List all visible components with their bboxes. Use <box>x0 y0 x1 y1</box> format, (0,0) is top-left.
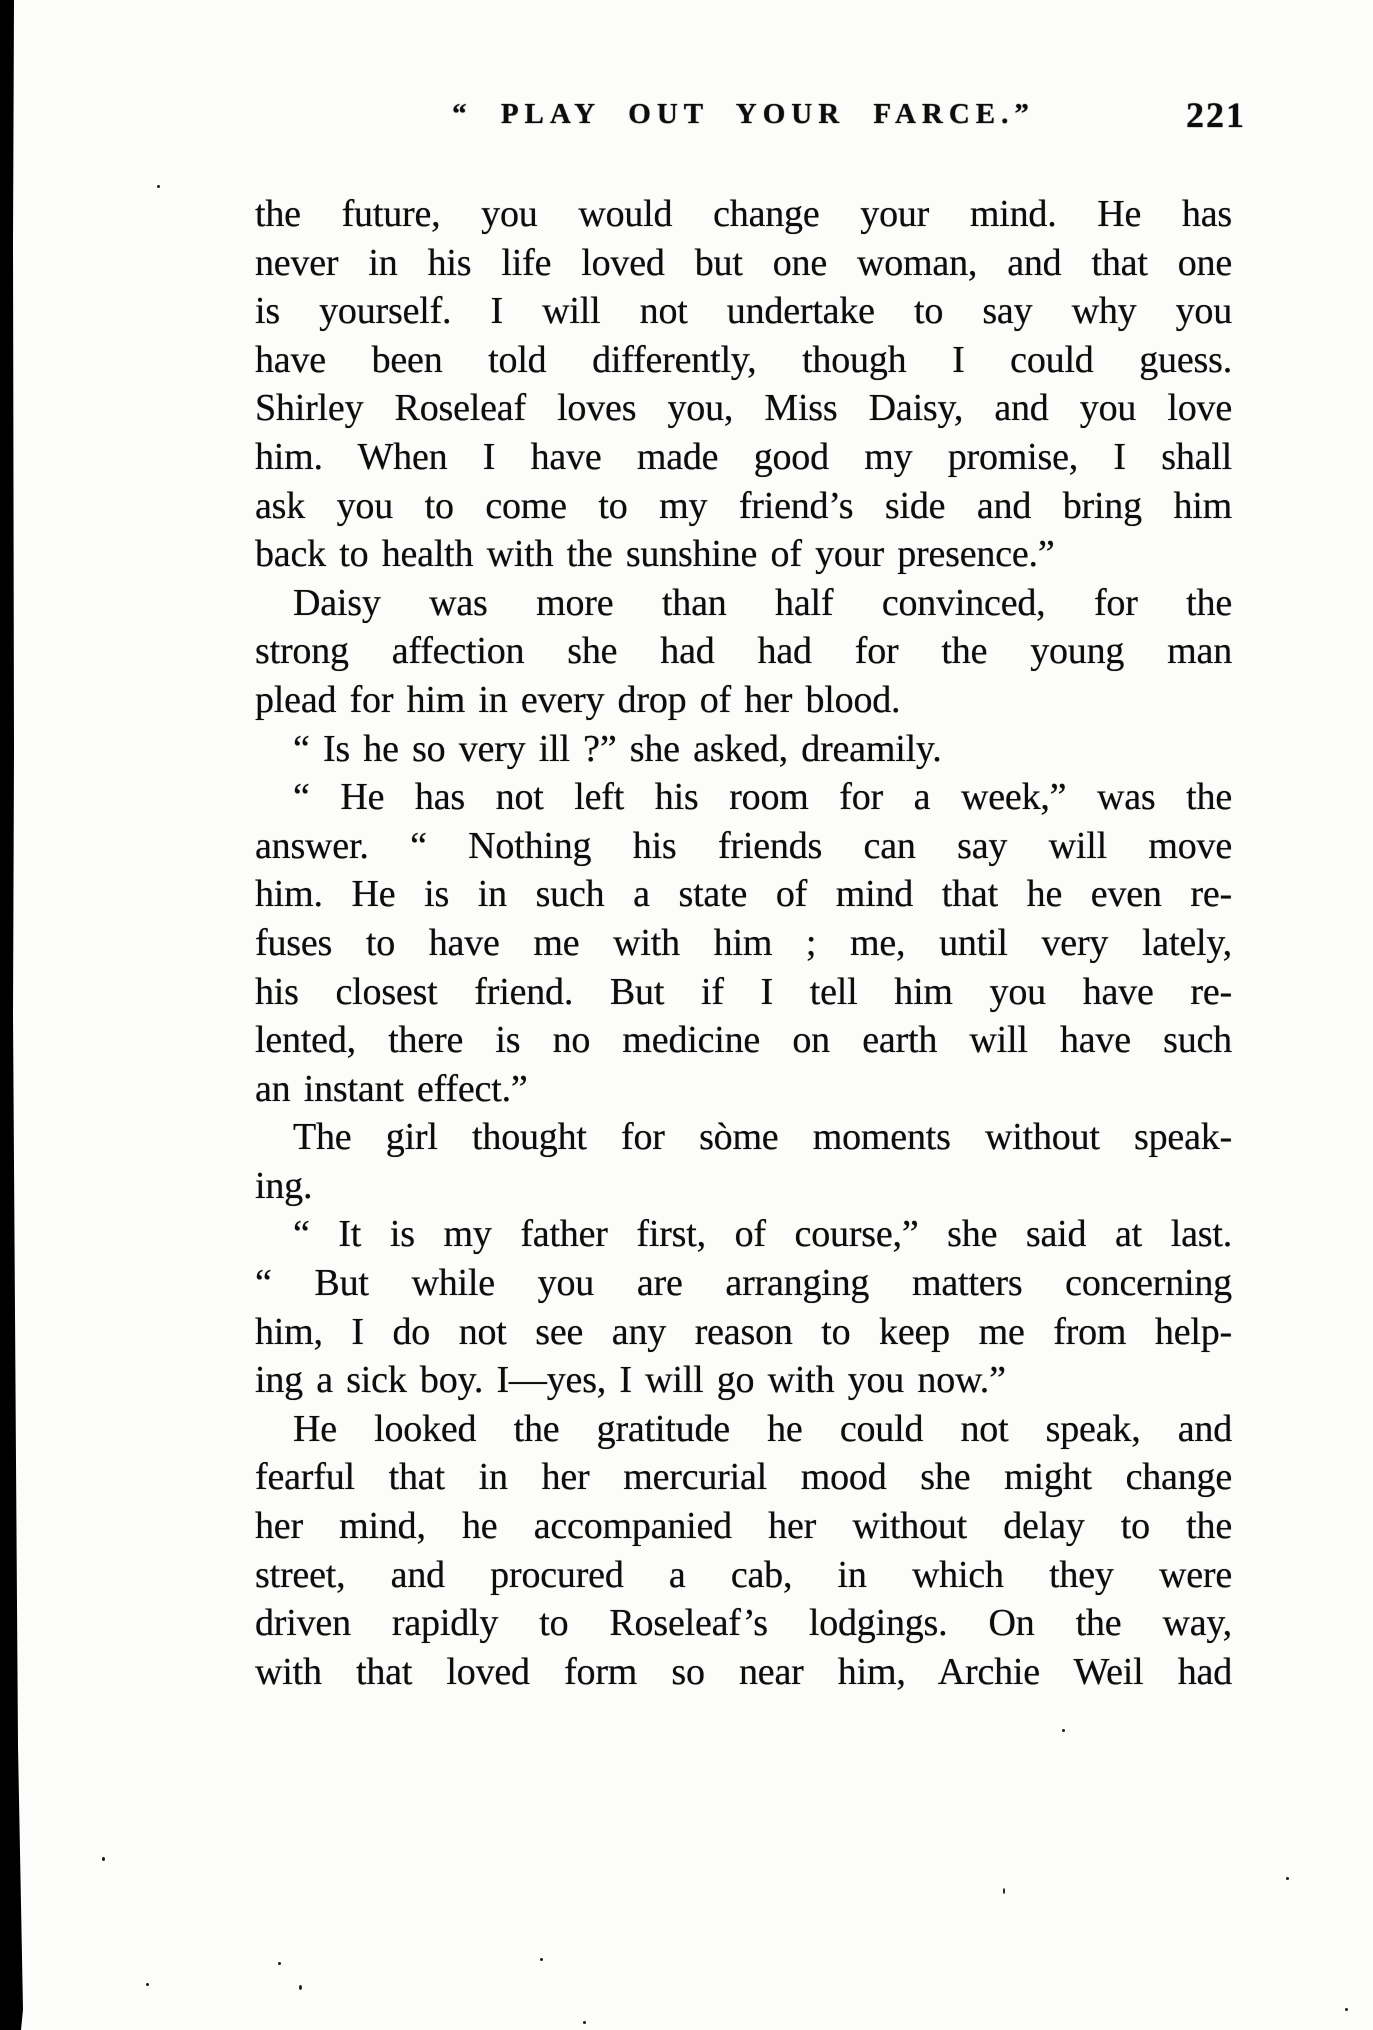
scan-noise-speck <box>1062 1729 1065 1732</box>
text-line: ask you to come to my friend’s side and bring him <box>255 484 1232 527</box>
text-line: him. When I have made good my promise, I shall <box>255 435 1232 478</box>
text-line: “ He has not left his room for a week,” was the <box>293 776 1232 819</box>
text-line: plead for him in every drop of her blood. <box>255 678 901 721</box>
text-line: Shirley Roseleaf loves you, Miss Daisy, and you love <box>255 387 1232 430</box>
scan-noise-speck <box>1345 2008 1348 2011</box>
scan-noise-speck <box>102 1857 105 1861</box>
scan-noise-speck <box>146 1983 149 1986</box>
text-line: fearful that in her mercurial mood she might change <box>255 1456 1232 1499</box>
text-line: is yourself. I will not undertake to say why you <box>255 290 1232 333</box>
text-line: answer. “ Nothing his friends can say will move <box>255 824 1232 867</box>
text-line: have been told differently, though I could guess. <box>255 338 1232 381</box>
body-text-block <box>255 190 1232 1696</box>
text-line: him. He is in such a state of mind that he even re- <box>255 873 1232 916</box>
text-line: ing. <box>255 1164 313 1207</box>
running-header-title: “ PLAY OUT YOUR FARCE.” <box>452 98 1035 130</box>
text-line: an instant effect.” <box>255 1067 528 1110</box>
scan-noise-speck <box>583 2021 586 2024</box>
text-line: his closest friend. But if I tell him you have re- <box>255 970 1232 1013</box>
scan-noise-speck <box>1286 1877 1289 1880</box>
text-line: “ But while you are arranging matters concerning <box>255 1262 1232 1305</box>
text-line: street, and procured a cab, in which they were <box>255 1553 1232 1596</box>
scan-noise-speck <box>1003 1888 1005 1894</box>
text-line: strong affection she had had for the young man <box>255 630 1232 673</box>
scan-noise-speck <box>540 1958 543 1961</box>
text-line: “ Is he so very ill ?” she asked, dreamily. <box>293 727 942 770</box>
text-line: “ It is my father first, of course,” she said at last. <box>293 1213 1232 1256</box>
text-line: ing a sick boy. I—yes, I will go with you now.” <box>255 1359 1006 1402</box>
text-line: driven rapidly to Roseleaf’s lodgings. On the way, <box>255 1602 1232 1645</box>
text-line: him, I do not see any reason to keep me from help- <box>255 1310 1232 1353</box>
text-line: fuses to have me with him ; me, until very lately, <box>255 921 1232 964</box>
text-line: back to health with the sunshine of your presence.” <box>255 533 1055 576</box>
text-line: Daisy was more than half convinced, for the <box>293 581 1232 624</box>
page-number: 221 <box>1186 95 1246 135</box>
binding-edge-bar <box>0 0 26 2030</box>
scan-noise-speck <box>278 1962 281 1965</box>
text-line: lented, there is no medicine on earth will have such <box>255 1019 1232 1062</box>
text-line: The girl thought for sòme moments without speak- <box>293 1116 1232 1159</box>
scan-noise-speck <box>299 1985 302 1990</box>
scan-noise-speck <box>157 185 160 188</box>
running-header <box>255 95 1246 138</box>
text-line: never in his life loved but one woman, and that one <box>255 241 1232 284</box>
text-line: the future, you would change your mind. He has <box>255 193 1232 235</box>
text-line: He looked the gratitude he could not speak, and <box>293 1407 1232 1450</box>
text-line: her mind, he accompanied her without delay to the <box>255 1505 1232 1548</box>
text-line: with that loved form so near him, Archie Weil had <box>255 1650 1232 1693</box>
